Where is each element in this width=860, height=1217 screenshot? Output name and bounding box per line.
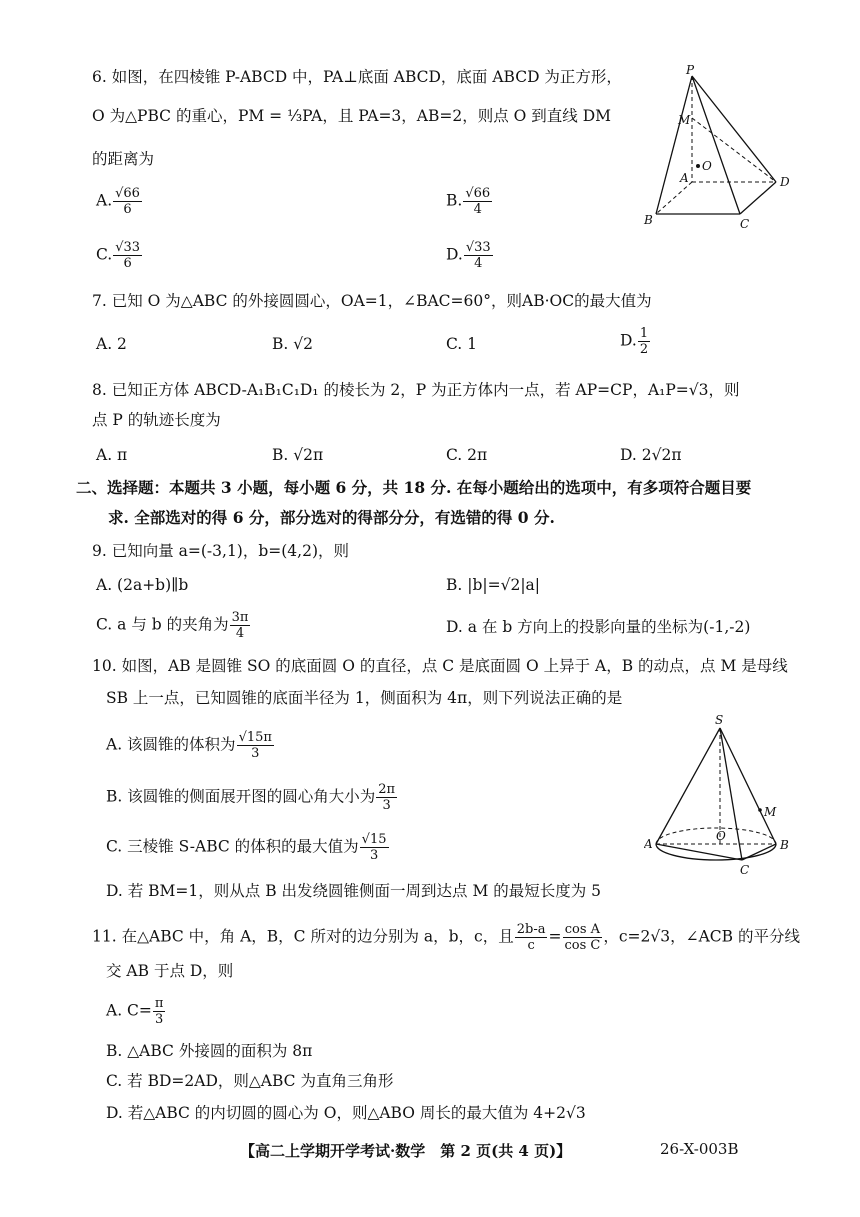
q6-line3: 的距离为 — [92, 150, 155, 168]
q10-option-c: C. 三棱锥 S-ABC 的体积的最大值为 $\frac{√15}{3}$ — [106, 832, 387, 863]
q10-option-d: D. 若 BM=1，则从点 B 出发绕圆锥侧面一周到达点 M 的最短长度为 5 — [106, 882, 602, 900]
q9-option-a: A. (2a+b)∥b — [96, 576, 189, 594]
fig6-label-o: O — [702, 159, 712, 173]
q9-option-d: D. a 在 b 方向上的投影向量的坐标为(-1,-2) — [446, 618, 751, 636]
q11-option-b: B. △ABC 外接圆的面积为 8π — [106, 1042, 313, 1060]
q9-option-c: C. a 与 b 的夹角为 $\frac{3\pi}{4}$ — [96, 610, 249, 641]
q7-option-a: A. 2 — [96, 335, 127, 353]
q9-option-b: B. |b|=√2|a| — [446, 576, 541, 594]
fig10-label-o: O — [716, 829, 726, 843]
fig10-label-c: C — [740, 863, 750, 877]
fig6-label-a: A — [680, 171, 689, 185]
footer-code: 26-X-003B — [660, 1140, 739, 1158]
q6-option-a: A. $\frac{√66}{6}$ — [96, 186, 140, 217]
q8-option-c: C. 2π — [446, 446, 488, 464]
q11-option-a: A. C= $\frac{\pi}{3}$ — [106, 996, 164, 1027]
q6-option-d: D. $\frac{√33}{4}$ — [446, 240, 491, 271]
fig6-label-m: M — [678, 113, 691, 127]
q11-option-c: C. 若 BD=2AD，则△ABC 为直角三角形 — [106, 1072, 394, 1090]
q11-option-d: D. 若△ABC 的内切圆的圆心为 O，则△ABO 周长的最大值为 4+2√3 — [106, 1104, 586, 1122]
q11-line2: 交 AB 于点 D，则 — [106, 962, 234, 980]
q6-option-b: B. $\frac{√66}{4}$ — [446, 186, 491, 217]
q8-option-d: D. 2√2π — [620, 446, 682, 464]
q8-option-b: B. √2π — [272, 446, 324, 464]
q10-line1: 10. 如图，AB 是圆锥 SO 的底面圆 O 的直径，点 C 是底面圆 O 上异于 A，B 的动点，点 M 是母线 — [92, 657, 788, 675]
fig10-label-m: M — [764, 805, 777, 819]
footer-title: 【高二上学期开学考试·数学 第 2 页(共 4 页)】 — [240, 1142, 572, 1160]
q8-line2: 点 P 的轨迹长度为 — [92, 411, 221, 429]
q10-line2: SB 上一点，已知圆锥的底面半径为 1，侧面积为 4π，则下列说法正确的是 — [106, 689, 623, 707]
q6-option-c: C. $\frac{√33}{6}$ — [96, 240, 141, 271]
section2-line1: 二、选择题：本题共 3 小题，每小题 6 分，共 18 分. 在每小题给出的选项中，有多项符合题目要 — [76, 478, 752, 497]
fig10-label-a: A — [644, 837, 653, 851]
q10-option-b: B. 该圆锥的侧面展开图的圆心角大小为 $\frac{2\pi}{3}$ — [106, 782, 396, 813]
pyramid-figure — [640, 62, 800, 232]
fig10-label-b: B — [780, 838, 789, 852]
q7-line1: 7. 已知 O 为△ABC 的外接圆圆心，OA=1，∠BAC=60°，则AB·OC的最大值为 — [92, 292, 652, 310]
fig6-label-p: P — [686, 63, 695, 77]
q6-line1: 6. 如图，在四棱锥 P-ABCD 中，PA⊥底面 ABCD，底面 ABCD 为正方形， — [92, 68, 622, 86]
q7-option-d: D. $\frac{1}{2}$ — [620, 326, 649, 357]
fig6-label-c: C — [740, 217, 750, 231]
q8-line1: 8. 已知正方体 ABCD-A₁B₁C₁D₁ 的棱长为 2，P 为正方体内一点，若 AP=CP，A₁P=√3，则 — [92, 381, 740, 399]
cone-figure — [644, 712, 794, 880]
section2-line2: 求. 全部选对的得 6 分，部分选对的得部分分，有选错的得 0 分. — [108, 508, 555, 527]
q11-line1: 11. 在△ABC 中，角 A，B，C 所对的边分别为 a，b，c，且 $\frac{2b-a}{c}$ = $\frac{\text{cos A}}{\text{cos C}}$ ，c=2√3，∠ACB 的平分线 — [92, 922, 800, 953]
fig6-label-b: B — [644, 213, 653, 227]
fig6-label-d: D — [780, 175, 790, 189]
q10-option-a: A. 该圆锥的体积为 $\frac{√15\pi}{3}$ — [106, 730, 272, 761]
q7-option-c: C. 1 — [446, 335, 478, 353]
q7-option-b: B. √2 — [272, 335, 313, 353]
q8-option-a: A. π — [96, 446, 128, 464]
q6-line2: O 为△PBC 的重心，PM = ⅓PA，且 PA=3，AB=2，则点 O 到直线 DM — [92, 107, 612, 125]
fig10-label-s: S — [715, 713, 724, 727]
q9-line1: 9. 已知向量 a=(-3,1)，b=(4,2)，则 — [92, 542, 350, 560]
